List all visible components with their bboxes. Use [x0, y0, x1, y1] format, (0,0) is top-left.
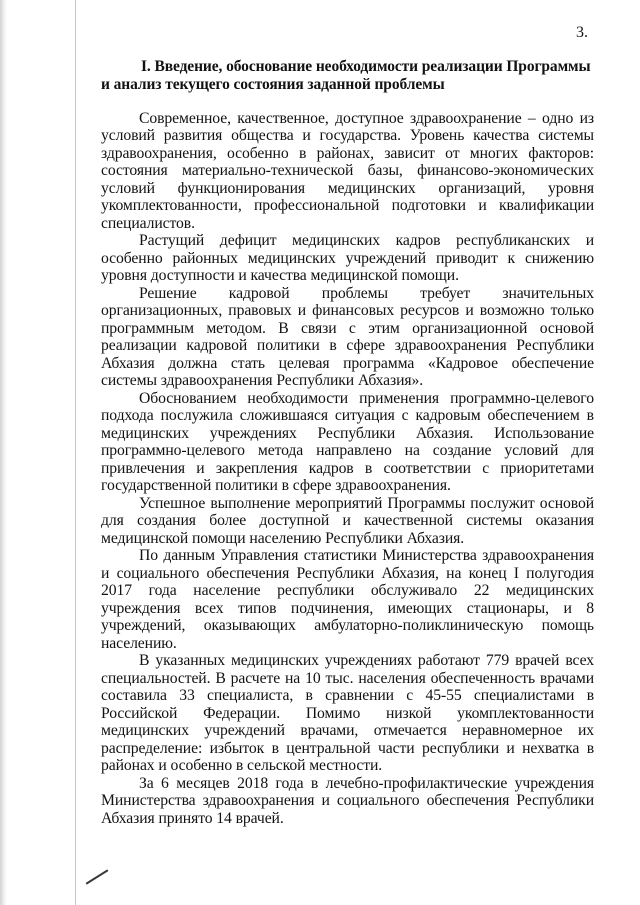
page-number: 3.	[576, 24, 588, 41]
paragraph-1: Современное, качественное, доступное здравоохранение – одно из условий развития общества и государства. Уровень качества системы здравоохранения, особенно в районах, зависит от многих факторов: состояния материально-технической базы, финансово-экономических условий функционирования медицинских организаций, уровня укомплектованности, профессиональной подготовки и квалификации специалистов.	[101, 109, 594, 232]
section-heading: I. Введение, обоснование необходимости реализации Программы и анализ текущего состояния заданной проблемы	[101, 58, 591, 93]
document-body	[101, 110, 594, 828]
paragraph-2: Растущий дефицит медицинских кадров республиканских и особенно районных медицинских учреждений приводит к снижению уровня доступности и качества медицинской помощи.	[101, 232, 594, 285]
paragraph-6: По данным Управления статистики Министерства здравоохранения и социального обеспечения Республики Абхазия, на конец I полугодия 2017 года население республики обслуживало 22 медицинских учреждения всех типов подчинения, имеющих стационары, и 8 учреждений, оказывающих амбулаторно-поликлиническую помощь населению.	[101, 547, 594, 652]
paragraph-3: Решение кадровой проблемы требует значительных организационных, правовых и финансовых ресурсов и возможно только программным методом. В связи с этим организационной основой реализации кадровой политики в сфере здравоохранения Республики Абхазия должна стать целевая программа «Кадровое обеспечение системы здравоохранения Республики Абхазия».	[101, 284, 594, 390]
paragraph-8: За 6 месяцев 2018 года в лечебно-профилактические учреждения Министерства здравоохранения и социального обеспечения Республики Абхазия принято 14 врачей.	[101, 774, 594, 827]
paragraph-7: В указанных медицинских учреждениях работают 779 врачей всех специальностей. В расчете на 10 тыс. населения обеспеченность врачами составила 33 специалиста, в сравнении с 45-55 специалистами в Российской Федерации. Помимо низкой укомплектованности медицинских учреждений врачами, отмечается неравномерное их распределение: избыток в центральной части республики и нехватка в районах и особенно в сельской местности.	[101, 652, 594, 775]
paragraph-4: Обоснованием необходимости применения программно-целевого подхода послужила сложившаяся ситуация с кадровым обеспечением в медицинских учреждениях Республики Абхазия. Использование программно-целевого метода направлено на создание условий для привлечения и закрепления кадров в соответствии с приоритетами государственной политики в сфере здравоохранения.	[101, 389, 594, 495]
paragraph-5: Успешное выполнение мероприятий Программы послужит основой для создания более доступной и качественной системы оказания медицинской помощи населению Республики Абхазия.	[101, 494, 594, 547]
